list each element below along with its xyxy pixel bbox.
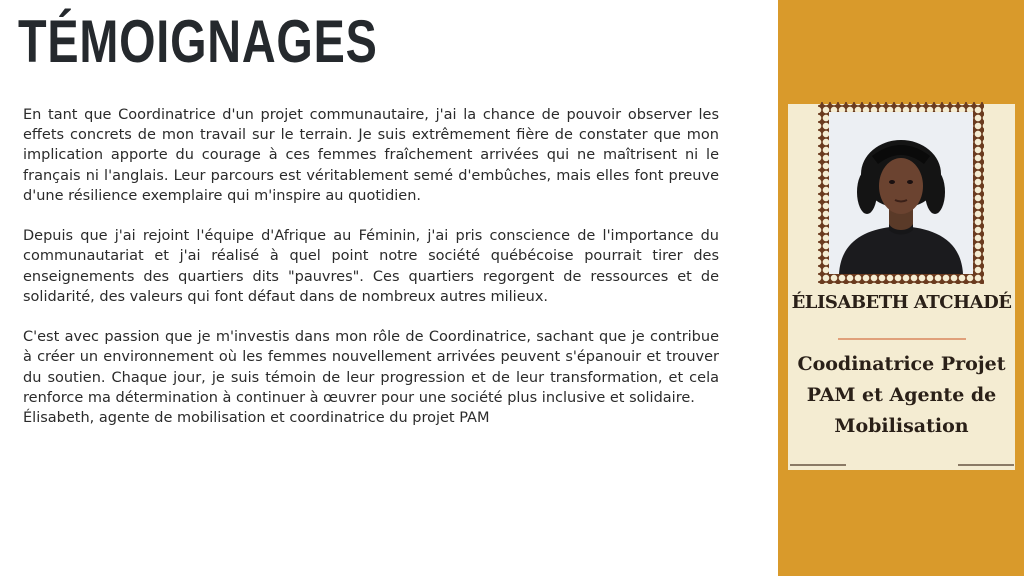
decorative-dash bbox=[958, 464, 1014, 466]
testimonial-signature: Élisabeth, agente de mobilisation et coordinatrice du projet PAM bbox=[23, 410, 490, 427]
testimonial-paragraph-3: C'est avec passion que je m'investis dans mon rôle de Coordinatrice, sachant que je contribue à créer un environnement où les femmes nouvellement arrivées peuvent s'épanouir et trouver du soutien. Chaque jour, je suis témoin de leur progression et de leur transformation, et cela renforce ma détermination à continuer à œuvrer pour une société plus inclusive et solidaire. bbox=[23, 329, 719, 406]
profile-photo bbox=[829, 112, 973, 274]
decorative-dash bbox=[790, 464, 846, 466]
paragraph-gap bbox=[23, 307, 719, 327]
testimonial-paragraph-1: En tant que Coordinatrice d'un projet communautaire, j'ai la chance de pouvoir observer les effets concrets de mon travail sur le terrain. Je suis extrêmement fière de constater que mon implication apporte du courage à ces femmes fraîchement arrivées qui ne maîtrisent ni le français ni l'anglais. Leur parcours est véritablement semé d'embûches, mais elles font preuve d'une résilience exemplaire qui m'inspire au quotidien. bbox=[23, 107, 719, 204]
profile-name: ÉLISABETH ATCHADÉ bbox=[791, 292, 1012, 313]
paragraph-gap bbox=[23, 206, 719, 226]
person-portrait-icon bbox=[829, 112, 973, 274]
testimonial-paragraph-2: Depuis que j'ai rejoint l'équipe d'Afrique au Féminin, j'ai pris conscience de l'importance du communautariat et j'ai réalisé à quel point notre société québécoise pourrait tirer des enseignements des quartiers dits "pauvres". Ces quartiers regorgent de ressources et de solidarité, des valeurs qui font défaut dans de nombreux autres milieux. bbox=[23, 228, 719, 305]
profile-role: Coodinatrice Projet PAM et Agente de Mobilisation bbox=[797, 353, 1006, 437]
slide-title: TÉMOIGNAGES bbox=[18, 8, 378, 75]
divider-line bbox=[838, 338, 966, 340]
testimonial-text bbox=[23, 105, 719, 428]
